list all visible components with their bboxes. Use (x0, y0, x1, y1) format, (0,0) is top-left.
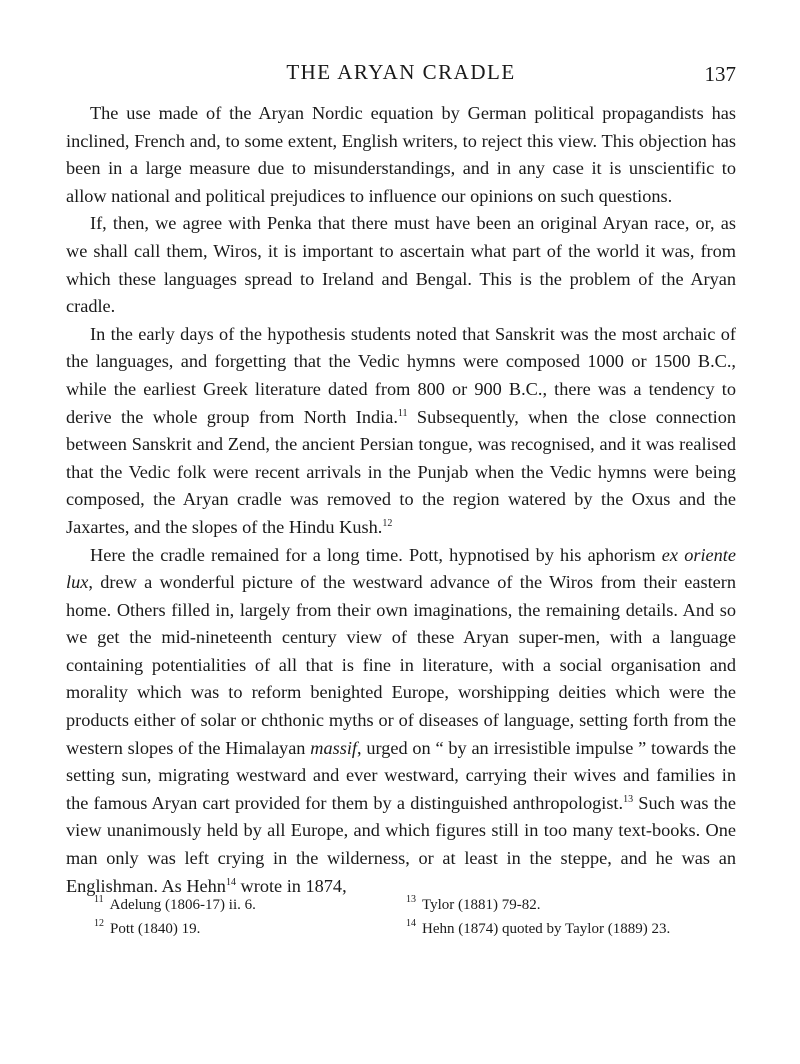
text-run: , urged on “ by an irresistible impulse ” towards the setting sun, migrating westward and ever westward, carrying their wives and families in the famous Aryan cart provided for them by a distinguished anthropologist. (66, 737, 736, 813)
footnote-reference: 12 (382, 517, 393, 529)
footnotes-right-column (406, 893, 670, 941)
paragraph (66, 100, 736, 210)
text-run: , while the earliest Greek literature dated from 800 or 900 (66, 351, 736, 399)
footnote-text: Hehn (1874) quoted by Taylor (1889) 23. (422, 921, 671, 937)
italic-phrase: massif (310, 737, 357, 758)
footnote-text: Tylor (1881) 79-82. (422, 897, 541, 913)
footnote (406, 893, 670, 917)
footnote (406, 917, 670, 941)
italic-phrase: ex oriente lux (66, 544, 736, 593)
page-number: 137 (704, 62, 736, 86)
text-run: Subsequently, when the close connection between Sanskrit and Zend, the ancient Persian tongue, was recognised, and it was realised that the Vedic folk were recent arrivals in the Punjab when the Vedic hymns were being composed, the Aryan cradle was removed to the region watered by the Oxus and the Jaxartes, and the slopes of the Hindu Kush. (66, 406, 737, 537)
text-run: In the early days of the hypothesis students noted that Sanskrit was the most archaic of the languages, and forgetting that the Vedic hymns were composed 1000 or 1500 (66, 323, 736, 372)
running-head (66, 58, 736, 88)
chapter-title: THE ARYAN CRADLE (286, 60, 516, 84)
paragraph (66, 210, 736, 320)
body-text (66, 100, 736, 900)
footnote-number: 13 (406, 894, 416, 905)
footnote-text: Adelung (1806-17) ii. 6. (109, 897, 256, 913)
footnotes-left-column (94, 893, 256, 941)
text-run: Here the cradle remained for a long time. Pott, hypnotised by his aphorism (90, 544, 662, 565)
era-abbreviation: B.C. (508, 378, 543, 399)
footnote-number: 14 (406, 918, 416, 929)
text-run: Such was the view unanimously held by all Europe, and which figures still in too many text-books. One man only was left crying in the wilderness, or at least in the steppe, and he was an Englishman. As Hehn (66, 792, 736, 896)
era-abbreviation: B.C. (697, 351, 732, 372)
footnote (94, 893, 256, 917)
text-run: If, then, we agree with Penka that there must have been an original Aryan race, or, as we shall call them, Wiros, it is important to ascertain what part of the world it was, from which these languages spread to Ireland and Bengal. This is the problem of the Aryan cradle. (66, 213, 736, 317)
footnote-number: 12 (94, 918, 104, 929)
footnote-text: Pott (1840) 19. (110, 921, 201, 937)
footnote-reference: 14 (225, 876, 236, 888)
paragraph (66, 321, 736, 542)
footnote-number: 11 (94, 894, 104, 905)
text-run: wrote in 1874, (235, 875, 347, 896)
text-run: , drew a wonderful picture of the westward advance of the Wiros from their eastern home. Others filled in, largely from their own imaginations, the remaining details. And so we get the mid-nineteenth century view of these Aryan super-men, with a language containing potentialities of all that is fine in literature, with a social organisation and morality which was to reform benighted Europe, worshipping deities which were the products either of solar or chthonic myths or of diseases of language, setting forth from the western slopes of the Himalayan (66, 572, 736, 758)
text-run: , there was a tendency to derive the whole group from North India. (66, 378, 736, 427)
footnote-reference: 13 (623, 793, 634, 805)
text-run: The use made of the Aryan Nordic equation by German political propagandists has inclined, French and, to some extent, English writers, to reject this view. This objection has been in a large measure due to misunderstandings, and in any case it is unscientific to allow national and political prejudices to influence our opinions on such questions. (66, 103, 736, 206)
paragraph (66, 542, 736, 901)
footnote-reference: 11 (397, 407, 408, 419)
footnote (94, 917, 256, 941)
